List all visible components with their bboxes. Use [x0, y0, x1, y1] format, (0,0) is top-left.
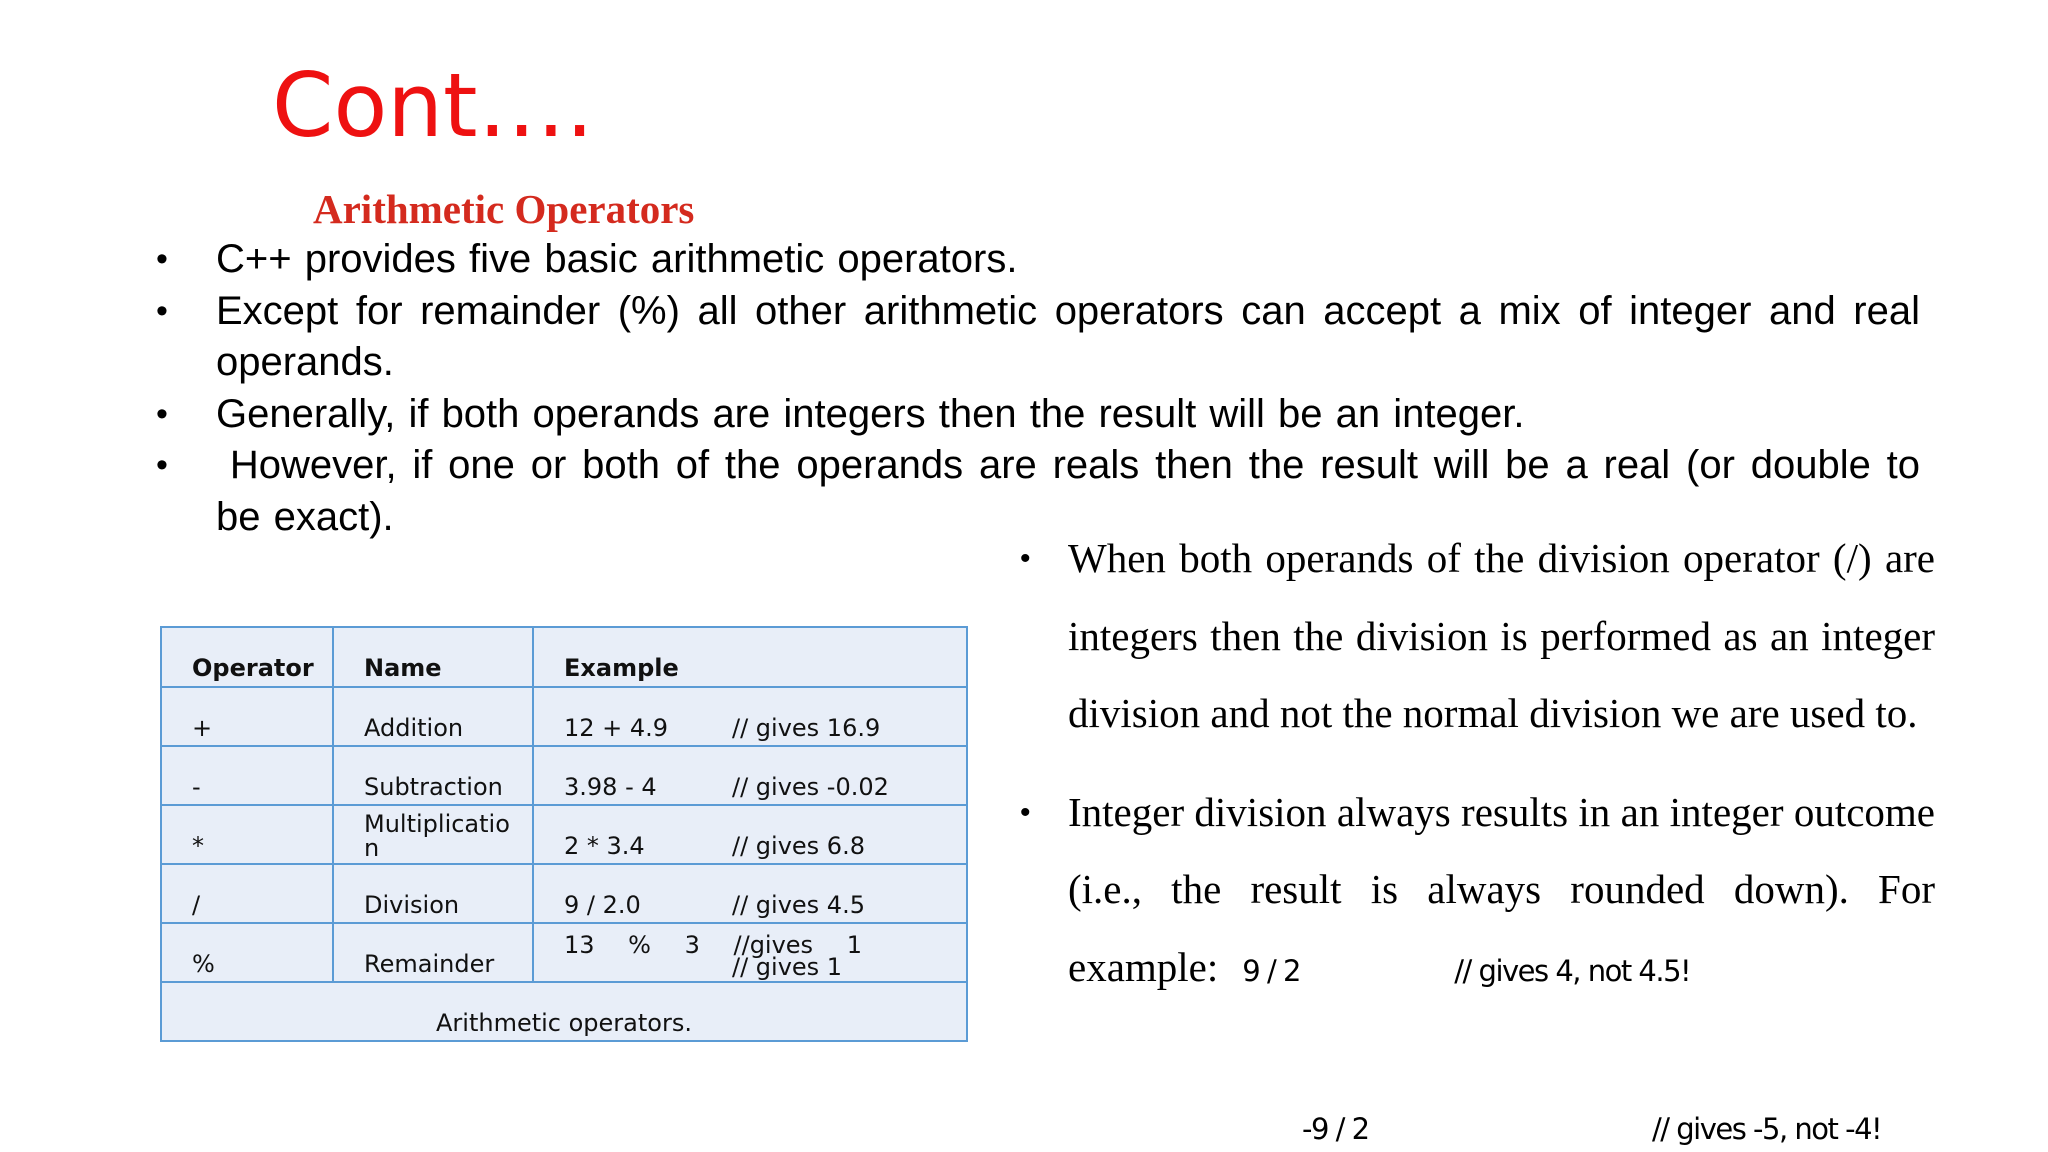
- table-row: [161, 746, 967, 805]
- example-comment: // gives 16.9: [732, 714, 881, 742]
- bullet-text: Generally, if both operands are integers then the result will be an integer.: [216, 391, 1525, 436]
- bullet-text: Except for remainder (%) all other arithmetic operators can accept a mix of integer and real operands.: [216, 288, 1920, 384]
- header-name: Name: [333, 627, 533, 687]
- division-paragraph-text: When both operands of the division operator (/) are integers then the division is performed as an integer division and not the normal division we are used to.: [1068, 535, 1935, 736]
- bullet-list: [150, 234, 1934, 543]
- example-comment: // gives 4.5: [732, 891, 865, 919]
- cell-example: [533, 746, 967, 805]
- cell-operator: -: [161, 746, 333, 805]
- bullet-dot-icon: •: [156, 446, 168, 484]
- table-row: [161, 864, 967, 923]
- cell-name: Division: [333, 864, 533, 923]
- example-1-comment: // gives 4, not 4.5!: [1454, 953, 1691, 988]
- example-comment-repeat: // gives 1: [732, 953, 843, 981]
- bullet-dot-icon: •: [156, 240, 168, 278]
- bullet-item: [150, 234, 1920, 286]
- cell-name: Remainder: [333, 923, 533, 982]
- table-header-row: [161, 627, 967, 687]
- example-2-expression: -9 / 2: [1302, 1112, 1369, 1146]
- cell-name-text: Multiplication: [364, 810, 510, 862]
- example-comment: // gives -0.02: [732, 773, 889, 801]
- example-1-expression: 9 / 2: [1242, 953, 1300, 988]
- bullet-text: However, if one or both of the operands are reals then the result will be a real (or double to be exact).: [216, 443, 1934, 539]
- table-caption: Arithmetic operators.: [161, 982, 967, 1041]
- table-caption-row: [161, 982, 967, 1041]
- cell-name: Addition: [333, 687, 533, 746]
- integer-division-text: Integer division always results in an integer outcome (i.e., the result is always rounded down). For example:: [1068, 788, 1935, 990]
- division-notes: [1020, 520, 1935, 1010]
- cell-name: [333, 805, 533, 864]
- division-paragraph: [1020, 520, 1935, 753]
- header-example: Example: [533, 627, 967, 687]
- bullet-dot-icon: •: [156, 394, 168, 433]
- cell-operator: +: [161, 687, 333, 746]
- example-expression: 2 * 3.4: [564, 832, 645, 860]
- cell-operator: /: [161, 864, 333, 923]
- header-operator: Operator: [161, 627, 333, 687]
- cell-example: [533, 805, 967, 864]
- integer-division-paragraph: [1020, 774, 1935, 1011]
- example-comment: //gives 1: [733, 931, 862, 959]
- operators-table: [160, 626, 968, 1042]
- example-2-comment: // gives -5, not -4!: [1652, 1112, 1882, 1146]
- bullet-dot-icon: •: [1020, 542, 1031, 575]
- section-subtitle: Arithmetic Operators: [313, 186, 695, 232]
- bullet-dot-icon: •: [1020, 795, 1031, 829]
- slide-title: Cont….: [272, 54, 594, 157]
- bullet-item: [150, 389, 1920, 441]
- example-1: [1218, 954, 1690, 988]
- table-row: [161, 687, 967, 746]
- cell-example: [533, 864, 967, 923]
- table-row: [161, 923, 967, 982]
- bullet-text: C++ provides five basic arithmetic operators.: [216, 237, 1018, 281]
- cell-operator: *: [161, 805, 333, 864]
- bullet-dot-icon: •: [156, 291, 168, 330]
- example-expression: 12 + 4.9: [564, 714, 669, 742]
- example-expression: 9 / 2.0: [564, 891, 641, 919]
- example-comment: // gives 6.8: [732, 832, 865, 860]
- cell-name: Subtraction: [333, 746, 533, 805]
- cell-example: [533, 923, 967, 982]
- bullet-item: [150, 286, 1920, 389]
- cell-operator: %: [161, 923, 333, 982]
- example-expression: 3.98 - 4: [564, 773, 657, 801]
- table-row: [161, 805, 967, 864]
- cell-example: [533, 687, 967, 746]
- example-expression: 13 % 3: [564, 931, 700, 959]
